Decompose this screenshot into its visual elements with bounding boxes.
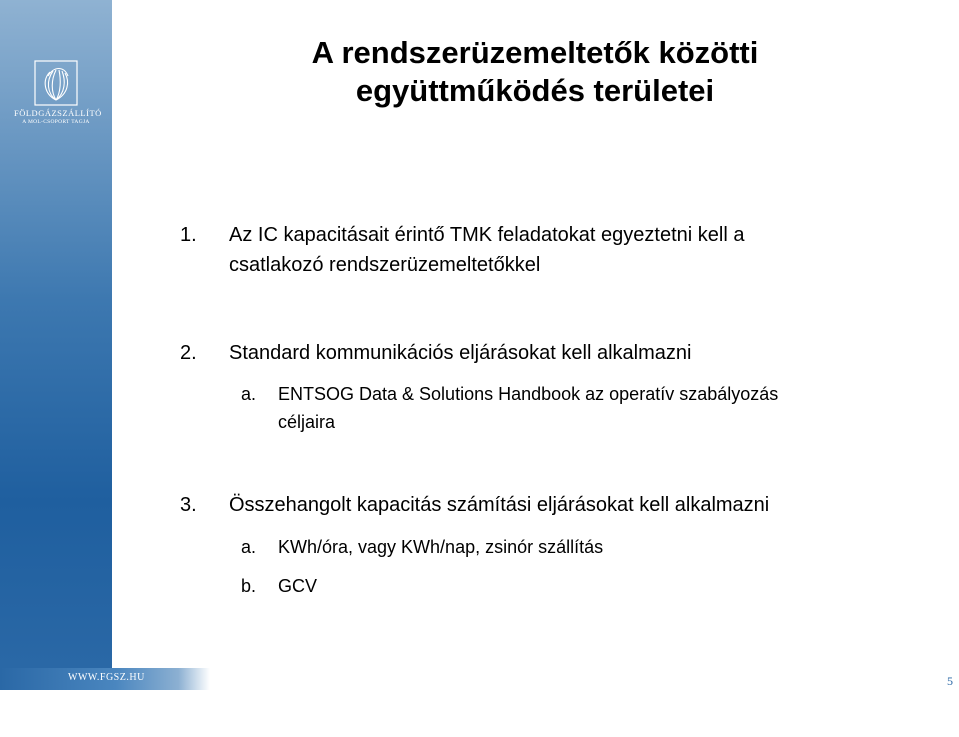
sub-item-line: céljaira <box>278 412 336 432</box>
list-item-line: Az IC kapacitásait érintő TMK feladatokat egyeztetni kell a <box>229 224 745 246</box>
list-item-text: Összehangolt kapacitás számítási eljárásokat kell alkalmazni <box>229 494 770 516</box>
sub-item-line: ENTSOG Data & Solutions Handbook az operatív szabályozás <box>278 384 779 404</box>
list-number: 3. <box>180 494 197 516</box>
page-number: 5 <box>947 674 953 688</box>
logo-tagline: A MOL-CSOPORT TAGJA <box>22 119 90 125</box>
sub-list-letter: a. <box>241 384 257 404</box>
sub-item-text <box>278 380 778 436</box>
sub-item-text: GCV <box>278 576 318 596</box>
title-line-1: A rendszerüzemeltetők közötti <box>311 35 759 70</box>
list-item-line: csatlakozó rendszerüzemeltetőkkel <box>229 254 541 276</box>
list-item-text: Standard kommunikációs eljárásokat kell alkalmazni <box>229 342 692 364</box>
sub-item-text: KWh/óra, vagy KWh/nap, zsinór szállítás <box>278 537 604 557</box>
title-line-2: együttműködés területei <box>355 73 715 108</box>
sub-list-letter: b. <box>241 576 257 596</box>
shell-logo-icon <box>34 60 78 106</box>
list-item-text <box>229 220 744 280</box>
list-number: 1. <box>180 224 197 246</box>
footer-url[interactable]: WWW.FGSZ.HU <box>68 672 145 683</box>
logo-brand-text: FÖLDGÁZSZÁLLÍTÓ <box>14 108 102 118</box>
sidebar-band <box>0 0 112 668</box>
sub-list-letter: a. <box>241 537 257 557</box>
slide-title <box>140 34 930 110</box>
company-logo <box>14 60 102 140</box>
list-number: 2. <box>180 342 197 364</box>
